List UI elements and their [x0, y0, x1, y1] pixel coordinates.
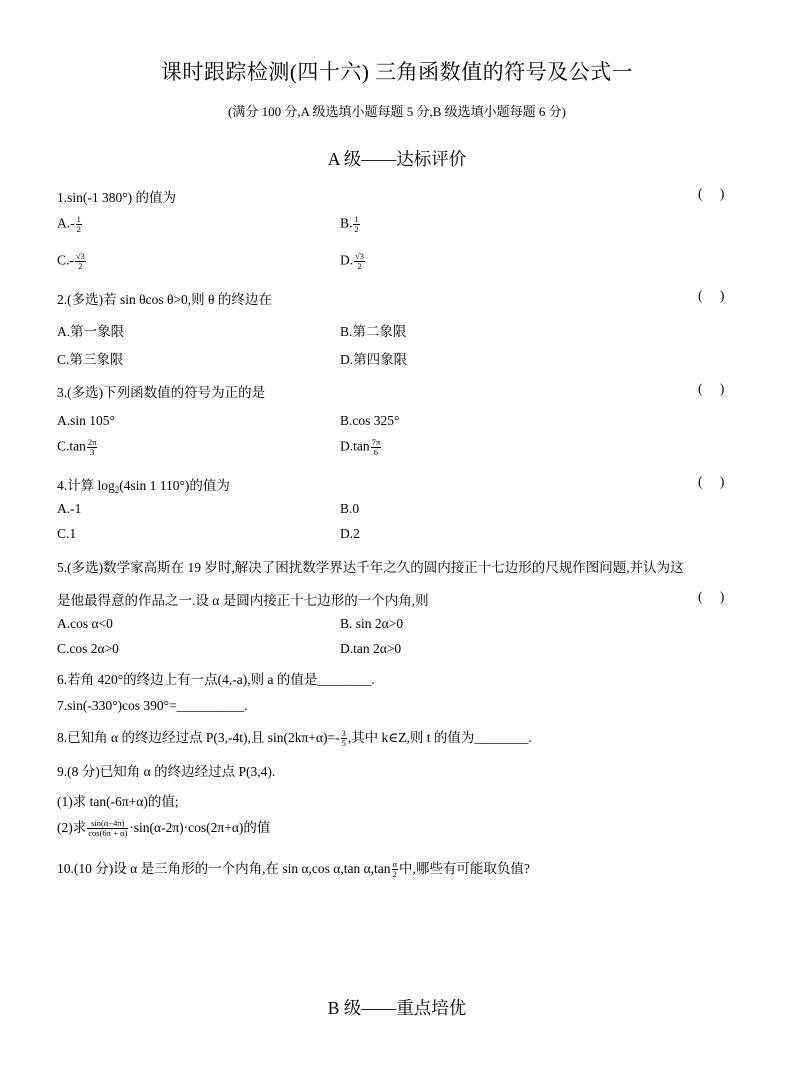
page-title: 课时跟踪检测(四十六) 三角函数值的符号及公式一	[160, 60, 634, 84]
q1-option-c: C.- $\frac{√3}{2}$	[57, 251, 85, 271]
q1-option-d: D. $\frac{√3}{2}$	[340, 251, 365, 271]
q3-option-d: D.tan $\frac{7\pi}{6}$	[340, 437, 381, 457]
q3-option-c: C.tan $\frac{2\pi}{3}$	[57, 437, 97, 457]
question-7: 7.sin(-330°)cos 390°=__________.	[57, 698, 248, 713]
section-a-heading: A 级——达标评价	[327, 149, 467, 169]
q2-option-d: D.第四象限	[340, 352, 408, 367]
question-2-stem: 2.(多选)若 sin θcos θ>0,则 θ 的终边在	[57, 292, 272, 307]
q5-option-a: A.cos α<0	[57, 616, 113, 631]
answer-paren-4: ( )	[698, 474, 725, 489]
q1-option-a: A.- $\frac{1}{2}$	[57, 214, 81, 234]
fraction: $\frac{√3}{2}$	[355, 251, 365, 271]
question-5-stem-line-1: 5.(多选)数学家高斯在 19 岁时,解决了困扰数学界达千年之久的圆内接正十七边形的尺规作图问题,并认为这	[57, 560, 684, 575]
question-9-part-2: (2)求 $\frac{\sin(\alpha-4\pi)}{\cos(6\pi + \alpha)}$ ·sin(α-2π)·cos(2π+α)的值	[57, 818, 271, 839]
q4-option-b: B.0	[340, 501, 360, 516]
q4-option-a: A.-1	[57, 501, 82, 516]
question-9-stem: 9.(8 分)已知角 α 的终边经过点 P(3,4).	[57, 764, 276, 779]
question-5-stem-line-2: 是他最得意的作品之一.设 α 是圆内接正十七边形的一个内角,则	[57, 593, 429, 608]
question-4-stem: 4.计算 $\log_2(4\sin$ 1 110°)的值为	[57, 478, 230, 495]
question-6: 6.若角 420°的终边上有一点(4,-a),则 a 的值是________.	[57, 672, 375, 687]
q4-option-c: C.1	[57, 526, 77, 541]
answer-paren-5: ( )	[698, 589, 725, 604]
question-9-part-1: (1)求 tan(-6π+α)的值;	[57, 794, 179, 809]
fraction: $\frac{\sin(\alpha-4\pi)}{\cos(6\pi + \alpha)}$	[88, 818, 128, 839]
fraction: $\frac{7\pi}{6}$	[371, 437, 381, 457]
answer-paren-2: ( )	[698, 288, 725, 303]
question-10: 10.(10 分)设 α 是三角形的一个内角,在 sin α,cos α,tan α,tan $\frac{\alpha}{2}$ 中,哪些有可能取负值?	[57, 859, 530, 880]
q2-option-b: B.第二象限	[340, 324, 407, 339]
q5-option-c: C.cos 2α>0	[57, 641, 119, 656]
question-3-stem: 3.(多选)下列函数值的符号为正的是	[57, 385, 266, 400]
q2-option-c: C.第三象限	[57, 352, 124, 367]
section-b-heading: B 级——重点培优	[327, 998, 467, 1018]
fraction: $\frac{\alpha}{2}$	[392, 859, 397, 880]
fraction: $\frac{√3}{2}$	[75, 251, 85, 271]
fraction: $\frac{2\pi}{3}$	[87, 437, 97, 457]
q2-option-a: A.第一象限	[57, 324, 125, 339]
q3-option-b: B.cos 325°	[340, 413, 400, 428]
q4-option-d: D.2	[340, 526, 360, 541]
fraction: $\frac{1}{2}$	[76, 214, 81, 234]
q1-option-b: B. $\frac{1}{2}$	[340, 214, 359, 234]
fraction: $\frac{1}{2}$	[354, 214, 359, 234]
question-8: 8.已知角 α 的终边经过点 P(3,-4t),且 sin(2kπ+α)=- $\frac{3}{5}$ ,其中 k∈Z,则 t 的值为________.	[57, 728, 532, 749]
answer-paren-3: ( )	[698, 381, 725, 396]
q3-option-a: A.sin 105°	[57, 413, 115, 428]
q5-option-b: B. sin 2α>0	[340, 616, 404, 631]
question-1-stem: 1.sin(-1 380°) 的值为	[57, 190, 177, 205]
q5-option-d: D.tan 2α>0	[340, 641, 402, 656]
score-note: (满分 100 分,A 级选填小题每题 5 分,B 级选填小题每题 6 分)	[227, 104, 566, 119]
fraction: $\frac{3}{5}$	[341, 728, 346, 749]
answer-paren-1: ( )	[698, 186, 725, 201]
